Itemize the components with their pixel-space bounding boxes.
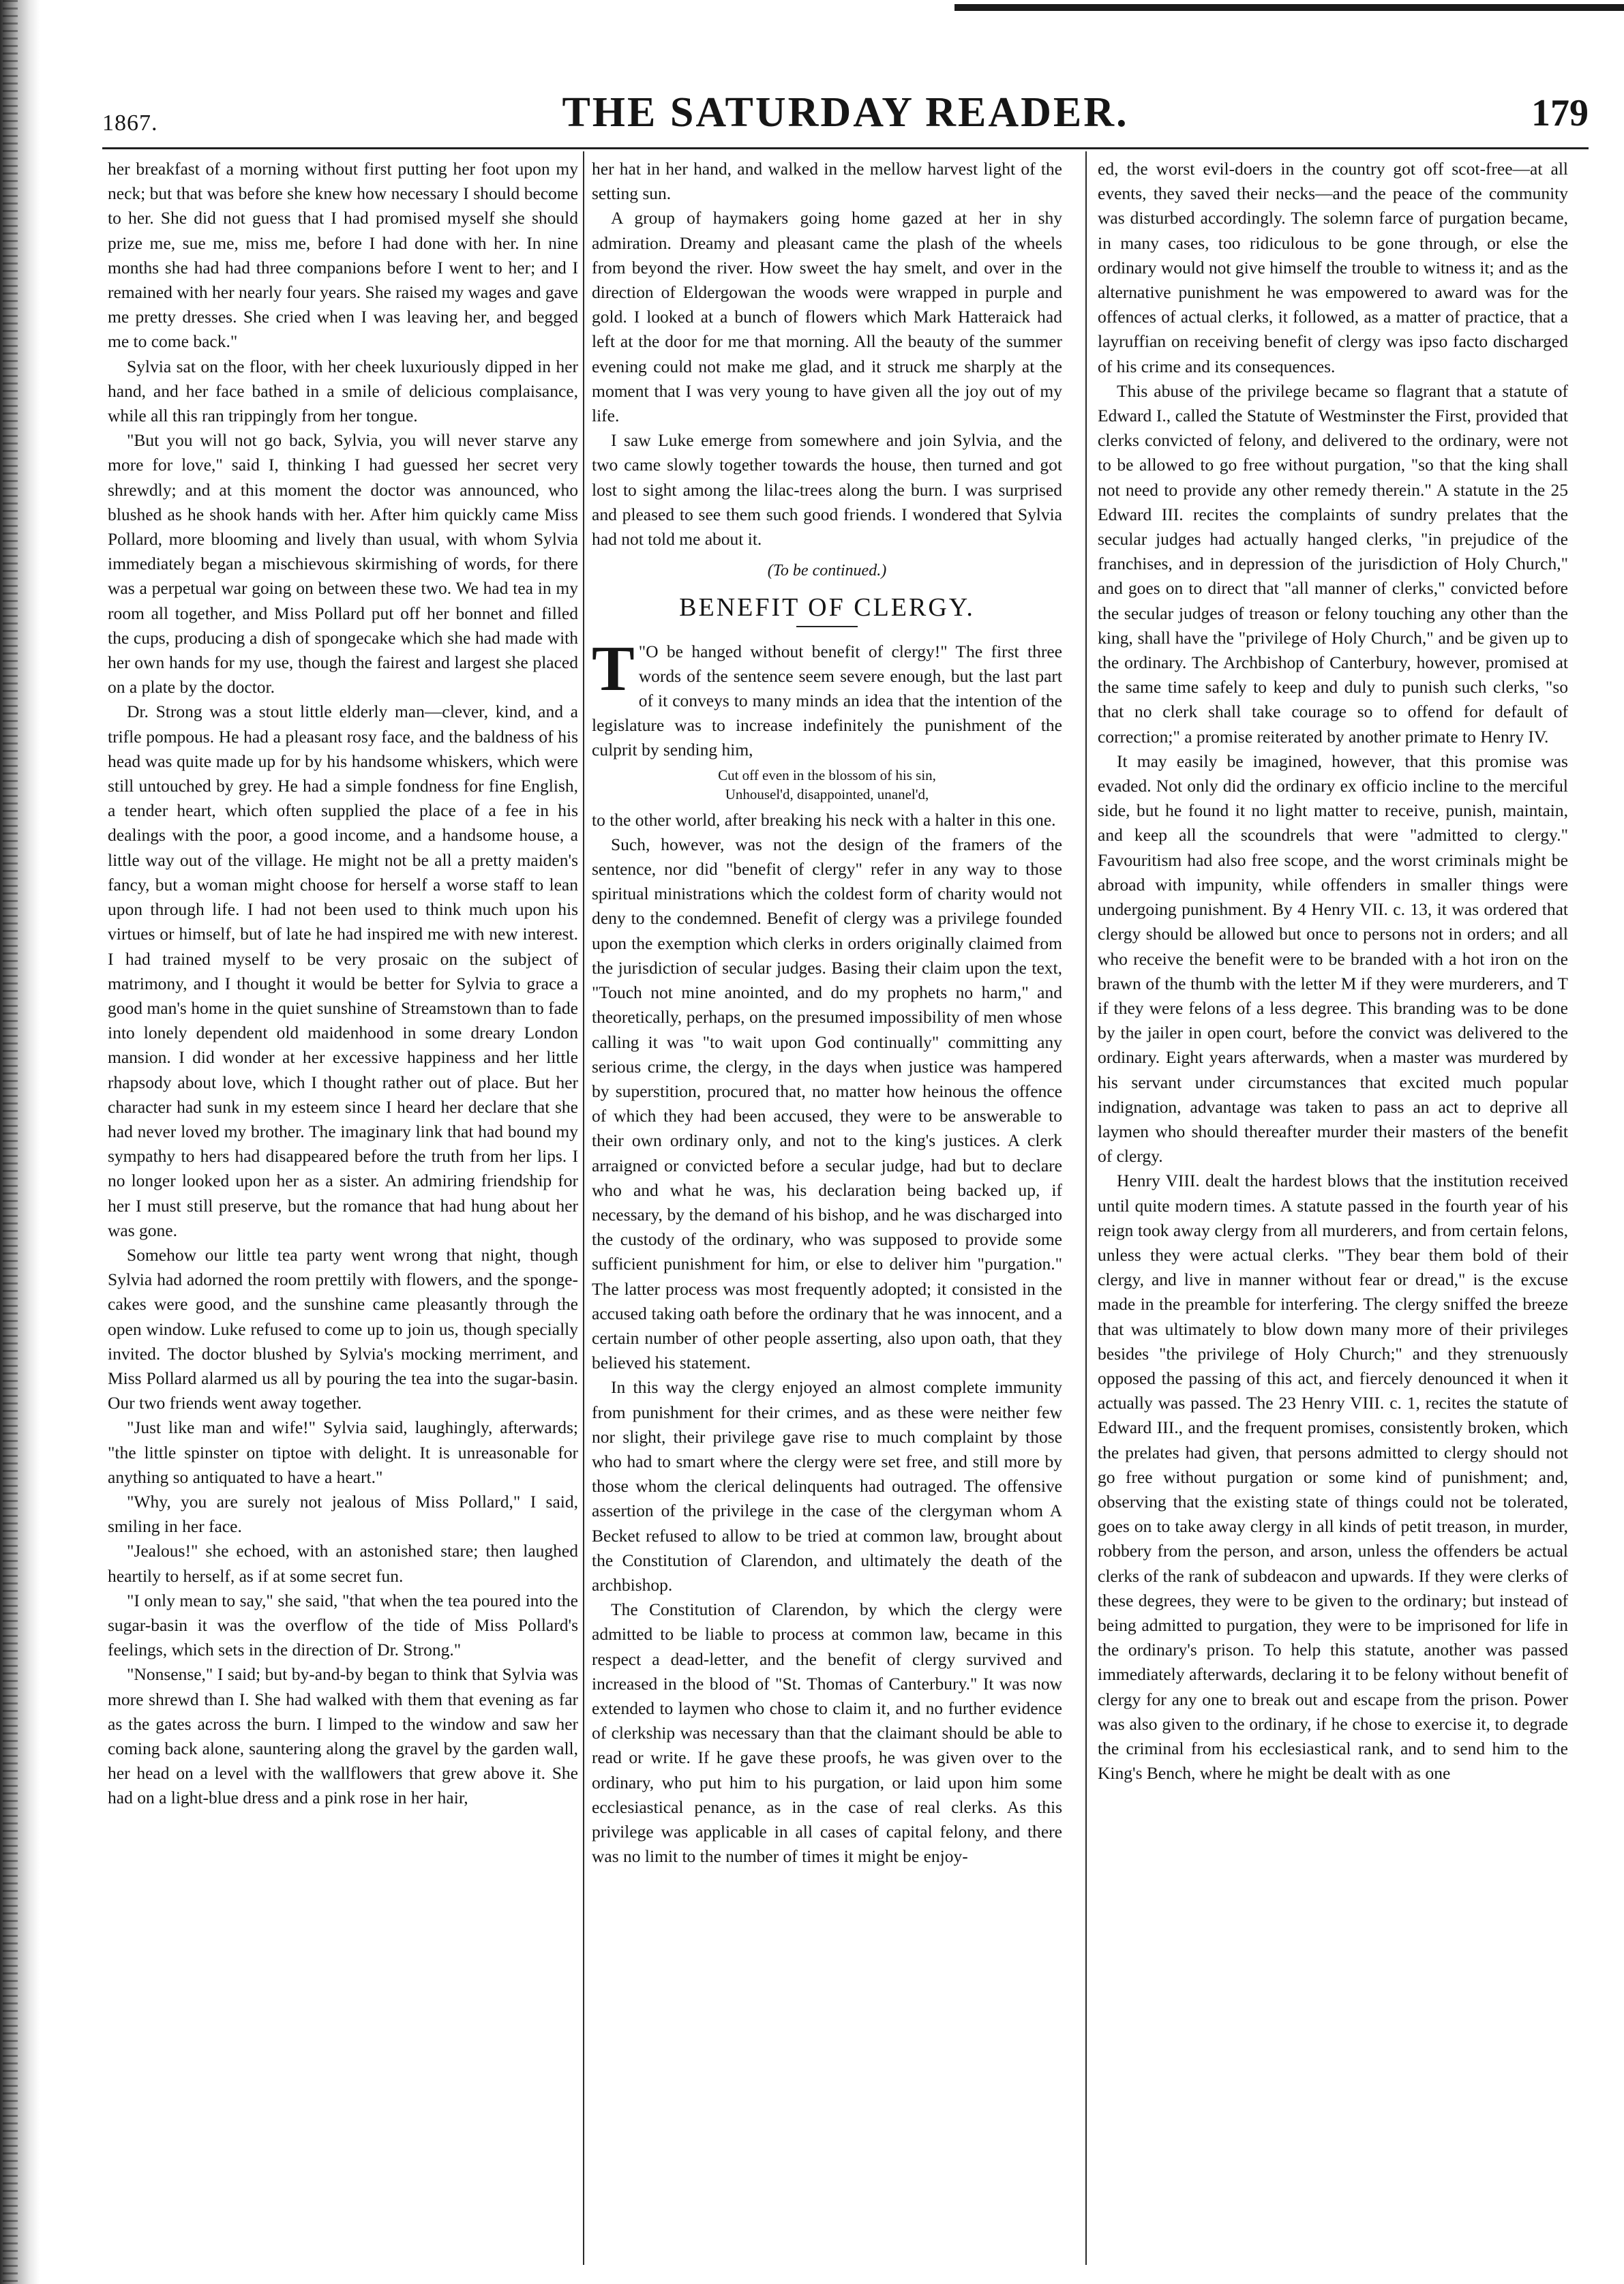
paragraph: "Just like man and wife!" Sylvia said, laughingly, afterwards; "the little spinster on tiptoe with delight. It is unreasonable for anything so antiquated to have a heart." <box>108 1417 578 1487</box>
column-1 <box>108 157 578 2260</box>
paragraph: "Jealous!" she echoed, with an astonished stare; then laughed heartily to herself, as if at some secret fun. <box>108 1541 578 1586</box>
paragraph: her hat in her hand, and walked in the mellow harvest light of the setting sun. <box>592 159 1062 204</box>
column-3 <box>1098 157 1568 2260</box>
paragraph: "Why, you are surely not jealous of Miss Pollard," I said, smiling in her face. <box>108 1491 578 1537</box>
article-title: BENEFIT OF CLERGY. <box>679 593 975 622</box>
paragraph: to the other world, after breaking his neck with a halter in this one. <box>592 809 1056 830</box>
paragraph: Dr. Strong was a stout little elderly man—clever, kind, and a trifle pompous. He had a pleasant rosy face, and the baldness of his head was quite made up for by his handsome whiskers, which were still untouched by grey. He had a simple fondness for fine English, a tender heart, which often supplied the place of a fee in his dealings with the poor, a good income, and a handsome house, a little way out of the village. He might not be all a pretty maiden's fancy, but a woman might choose for herself a worse staff to lean upon through life. I had not been used to think much upon his virtues or himself, but of late he had inspired me with new interest. I had trained myself to be very prosaic on the subject of matrimony, and I thought it would be better for Sylvia to grace a good man's home in the quiet sunshine of Streamstown than to fade into lonely dependent old maidenhood in some dreary London mansion. I did wonder at her excessive happiness and her little rhapsody about love, which I thought rather out of place. But her character had sunk in my esteem since I heard her declare that she had never loved my brother. The imaginary link that had bound my sympathy to hers had disappeared before the truth from her lips. I no longer looked upon her as a sister. An admiring friendship for her I must still preserve, but the romance that had hung about her was gone. <box>108 702 578 1240</box>
paragraph: This abuse of the privilege became so flagrant that a statute of Edward I., called the Statute of Westminster the First, provided that clerks convicted of felony, and delivered to the ordinary, were not to be allowed to go free without purgation, "so that the king shall not need to provide any other remedy therein." A statute in the 25 Edward III. recites the complaints of sundry prelates that the secular judges had actually hanged clerks, "in prejudice of the franchises, and in depression of the jurisdiction of Holy Church," and goes on to direct that "all manner of clerks," convicted before the secular judges of treason or felony touching any other than the king, shall have the "privilege of Holy Church," and be given up to the ordinary. The Archbishop of Canterbury, however, promised at the same time safely to keep and duly to punish such clerks, "so that no clerk shall take courage so to offend for default of correction;" a promise reiterated by another primate to Henry IV. <box>1098 380 1568 747</box>
paragraph: Sylvia sat on the floor, with her cheek luxuriously dipped in her hand, and her face bathed in a smile of delicious complaisance, while all this ran trippingly from her tongue. <box>108 356 578 426</box>
paragraph: "I only mean to say," she said, "that when the tea poured into the sugar-basin it was the overflow of the tide of Miss Pollard's feelings, which sets in the direction of Dr. Strong." <box>108 1590 578 1660</box>
page-header <box>102 89 1589 150</box>
verse-quotation <box>592 766 1062 804</box>
paragraph: A group of haymakers going home gazed at her in shy admiration. Dreamy and pleasant came the plash of the wheels from beyond the river. How sweet the hay smelt, and over in the direction of Eldergowan the woods were wrapped in purple and gold. I looked at a bunch of flowers which Mark Hatteraick had left at the door for me that morning. All the beauty of the summer evening could not make me glad, and it struck me sharply at the moment that I was very young to have given all the joy out of my life. <box>592 208 1062 426</box>
title-rule <box>796 626 858 627</box>
header-rule <box>102 147 1589 149</box>
paragraph: Somehow our little tea party went wrong that night, though Sylvia had adorned the room prettily with flowers, and the sponge-cakes were good, and the sunshine came pleasantly through the open window. Luke refused to come up to join us, though specially invited. The doctor blushed by Sylvia's mocking merriment, and Miss Pollard alarmed us all by pouring the tea into the sugar-basin. Our two friends went away together. <box>108 1244 578 1413</box>
to-be-continued-note: (To be continued.) <box>767 562 887 580</box>
masthead-title: THE SATURDAY READER. <box>562 89 1129 136</box>
paragraph: The Constitution of Clarendon, by which the clergy were admitted to be liable to process at common law, became in this respect a dead-letter, and the benefit of clergy survived and increased in the blood of "St. Thomas of Canterbury." It was now extended to laymen who chose to claim it, and no further evidence of clerkship was necessary than that the claimant should be able to read or write. If he gave these proofs, he was given over to the ordinary, who put him to his purgation, or laid upon him some ecclesiastical penance, as in the case of real clerks. As this privilege was applicable in all cases of capital felony, and there was no limit to the number of times it might be enjoy- <box>592 1599 1062 1867</box>
issue-year: 1867. <box>102 110 158 136</box>
column-2 <box>592 157 1062 2260</box>
paragraph: "Nonsense," I said; but by-and-by began to think that Sylvia was more shrewd than I. She had walked with them that evening as far as the gates across the burn. I limped to the window and saw her coming back alone, sauntering along the gravel by the garden wall, her head on a level with the wallflowers that grew above it. She had on a light-blue dress and a pink rose in her hair, <box>108 1664 578 1808</box>
paragraph: I saw Luke emerge from somewhere and join Sylvia, and the two came slowly together towards the house, then turned and got lost to sight among the lilac-trees along the burn. I was surprised and pleased to see them such good friends. I wondered that Sylvia had not told me about it. <box>592 430 1062 550</box>
paragraph: Henry VIII. dealt the hardest blows that the institution received until quite modern times. A statute passed in the fourth year of his reign took away clergy from all murderers, and from certain felons, unless they were actual clerks. "They bear them bold of their clergy, and live in manner without fear or dread," is the excuse made in the preamble for interfering. The clergy sniffed the breeze that was ultimately to blow down many more of their privileges besides "the privilege of Holy Church;" and they strenuously opposed the passing of this act, and fiercely denounced it when it actually was passed. The 23 Henry VIII. c. 1, recites the statute of Edward III., and the frequent promises, consistently broken, which the prelates had given, that persons admitted to clergy should not go free without purgation or some kind of punishment; and, observing that the existing state of things could not be tolerated, goes on to take away clergy in all kinds of petit treason, in murder, robbery from the person, and arson, unless the offenders be actual clerks of the rank of subdeacon and upwards. If they were clerks of these degrees, they were to be given to the ordinary; but instead of being admitted to purgation, they were to be imprisoned for life in the ordinary's prison. To help this statute, another was passed immediately afterwards, declaring it to be felony without benefit of clergy for any one to break out and escape from the prison. Power was also given to the ordinary, if he chose to exercise it, to degrade the criminal from his ecclesiastical rank, and to send him to the King's Bench, where he might be dealt with as one <box>1098 1171 1568 1784</box>
article-intro <box>592 633 1062 763</box>
column-divider <box>583 151 584 2265</box>
verse-line: Unhousel'd, disappointed, unanel'd, <box>725 785 929 802</box>
paragraph: "But you will not go back, Sylvia, you will never starve any more for love," said I, thinking I had guessed her secret very shrewdly; and at this moment the doctor was announced, who blushed as he shook hands with her. After him quickly came Miss Pollard, more blooming and lively than usual, with whom Sylvia immediately began a mischievous skirmishing of words, for there was a perpetual war going on between these two. We had tea in my room all together, and Miss Pollard put off her bonnet and filled the cups, producing a dish of spongecake which she had made with her own hands for my use, though the fairest and largest she placed on a plate by the doctor. <box>108 430 578 697</box>
top-edge-rule <box>954 4 1624 11</box>
column-divider <box>1085 151 1087 2265</box>
drop-cap: T <box>592 633 635 704</box>
paragraph: In this way the clergy enjoyed an almost complete immunity from punishment for their crimes, and as these were neither few nor slight, their privilege gave rise to much complaint by those who had to smart where the clergy were set free, and still more by those whom the clerical delinquents had outraged. The offensive assertion of the privilege in the case of the clergyman whom A Becket refused to allow to be tried at common law, brought about the Constitution of Clarendon, and ultimately the death of the archbishop. <box>592 1377 1062 1595</box>
paragraph: ed, the worst evil-doers in the country got off scot-free—at all events, they saved their necks—and the peace of the community was disturbed accordingly. The solemn farce of purgation became, in many cases, too ridiculous to be gone through, or else the ordinary would not give himself the trouble to witness it; and as the alternative punishment he was empowered to award was for the offences of actual clerks, it followed, as a matter of practice, that a layruffian on receiving benefit of clergy was ipso facto discharged of his crime and its consequences. <box>1098 159 1568 376</box>
verse-line: Cut off even in the blossom of his sin, <box>718 766 936 783</box>
paragraph: It may easily be imagined, however, that this promise was evaded. Not only did the ordinary ex officio incline to the merciful side, but he found it no light matter to receive, punish, maintain, and keep all the scoundrels that were "admitted to clergy." Favouritism had also free scope, and the worst criminals might be abroad with impunity, while offenders in smaller things were undergoing punishment. By 4 Henry VII. c. 13, it was ordered that clergy should be allowed but once to persons not in orders; and all who receive the benefit were to be branded with a hot iron on the brawn of the thumb with the letter M if they were murderers, and T if they were felons of a less degree. This branding was to be done by the jailer in open court, before the convict was delivered to the ordinary. Eight years afterwards, when a master was murdered by his servant under circumstances that excited much popular indignation, advantage was taken to pass an act to deprive all laymen who should thereafter murder their masters of the benefit of clergy. <box>1098 751 1568 1167</box>
paragraph: Such, however, was not the design of the framers of the sentence, nor did "benefit of clergy" refer in any way to those spiritual ministrations which the coldest form of charity would not deny to the condemned. Benefit of clergy was a privilege founded upon the exemption which clerks in orders originally claimed from the jurisdiction of secular judges. Basing their claim upon the text, "Touch not mine anointed, and do my prophets no harm," and theoretically, perhaps, on the presumed impossibility of men whose calling it was "to wait upon God continually" committing any serious crime, the clergy, in the days when justice was hampered by superstition, procured that, no matter how heinous the offence of which they had been accused, they were to be answerable to their own ordinary only, and not to the king's justices. A clerk arraigned or convicted before a secular judge, had but to declare who and what he was, his declaration being backed up, if necessary, by the demand of his bishop, and he was discharged into the custody of the ordinary, who was supposed to provide some sufficient punishment for him, or else to deliver him "purgation." The latter process was most frequently adopted; it consisted in the accused taking oath before the ordinary that he was innocent, and a certain number of other people asserting, also upon oath, that they believed his statement. <box>592 834 1062 1373</box>
article-intro-text: "O be hanged without benefit of clergy!" The first three words of the sentence seem severe enough, but the last part of it conveys to many minds an idea that the intention of the legislature was to increase indefinitely the punishment of the culprit by sending him, <box>592 641 1062 760</box>
paragraph: her breakfast of a morning without first putting her foot upon my neck; but that was before she knew how necessary I should become to her. She did not guess that I had promised myself she should prize me, sue me, miss me, before I had done with her. In nine months she had had three companions before I went to her; and I remained with her nearly four years. She raised my wages and gave me pretty dresses. She cried when I was leaving her, and begged me to come back." <box>108 159 578 352</box>
binding-edge <box>3 0 18 2284</box>
page-number: 179 <box>1531 92 1589 134</box>
